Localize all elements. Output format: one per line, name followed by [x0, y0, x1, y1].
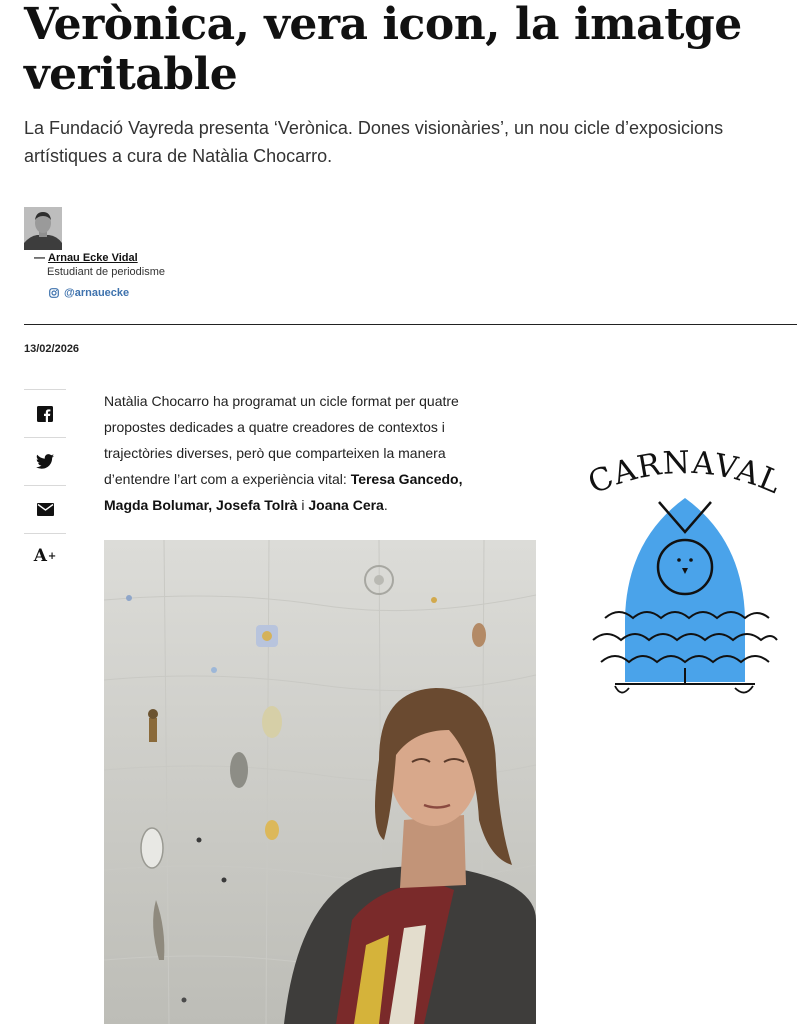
article-subtitle: La Fundació Vayreda presenta ‘Verònica. Dones visionàries’, un nou cicle d’exposicions artístiques a cura de Natàlia Chocarro. [24, 118, 724, 166]
body-sep-3: i [297, 497, 309, 513]
author-handle[interactable]: @arnauecke [64, 287, 130, 299]
article-title: Verònica, vera icon, la imatge veritable [24, 0, 742, 100]
font-size-label: A [33, 546, 47, 566]
twitter-icon [36, 454, 54, 469]
artist-name-2: Magda Bolumar [104, 497, 209, 513]
facebook-icon [37, 406, 53, 422]
body-intro: Natàlia Chocarro ha programat un cicle format per quatre propostes dedicades a quatre creadores de contextos i trajectòries diverses, però que comparteixen la manera d’entendre l’art com a experiència vital: [104, 393, 459, 487]
body-sep-1: , [458, 471, 463, 487]
carnaval-ad[interactable] [585, 450, 785, 715]
artist-name-4: Joana Cera [308, 497, 384, 513]
instagram-icon [49, 288, 59, 298]
carnaval-text: CARNAVAL [585, 450, 785, 502]
author-info [34, 251, 334, 299]
author-avatar[interactable] [24, 207, 62, 250]
publish-date: 13/02/2026 [24, 343, 80, 355]
email-icon [37, 503, 54, 516]
author-name-link[interactable]: Arnau Ecke Vidal [48, 252, 138, 264]
font-size-button[interactable] [24, 534, 66, 578]
header-divider [24, 324, 797, 325]
author-role: Estudiant de periodisme [47, 266, 166, 278]
share-facebook-button[interactable] [24, 389, 66, 437]
share-twitter-button[interactable] [24, 437, 66, 485]
font-size-plus: + [47, 550, 57, 562]
article-photo [104, 540, 536, 1024]
author-dash: — [34, 252, 45, 264]
share-bar [24, 389, 66, 578]
artist-name-1: Teresa Gancedo [350, 471, 459, 487]
svg-text:CARNAVAL [585, 450, 785, 501]
author-name-line [34, 251, 334, 265]
body-sep-2: , [208, 497, 217, 513]
artist-name-3: Josefa Tolrà [216, 497, 298, 513]
author-instagram-link[interactable] [49, 287, 334, 299]
body-end: . [383, 497, 388, 513]
share-email-button[interactable] [24, 485, 66, 534]
article-body-paragraph [104, 388, 504, 518]
